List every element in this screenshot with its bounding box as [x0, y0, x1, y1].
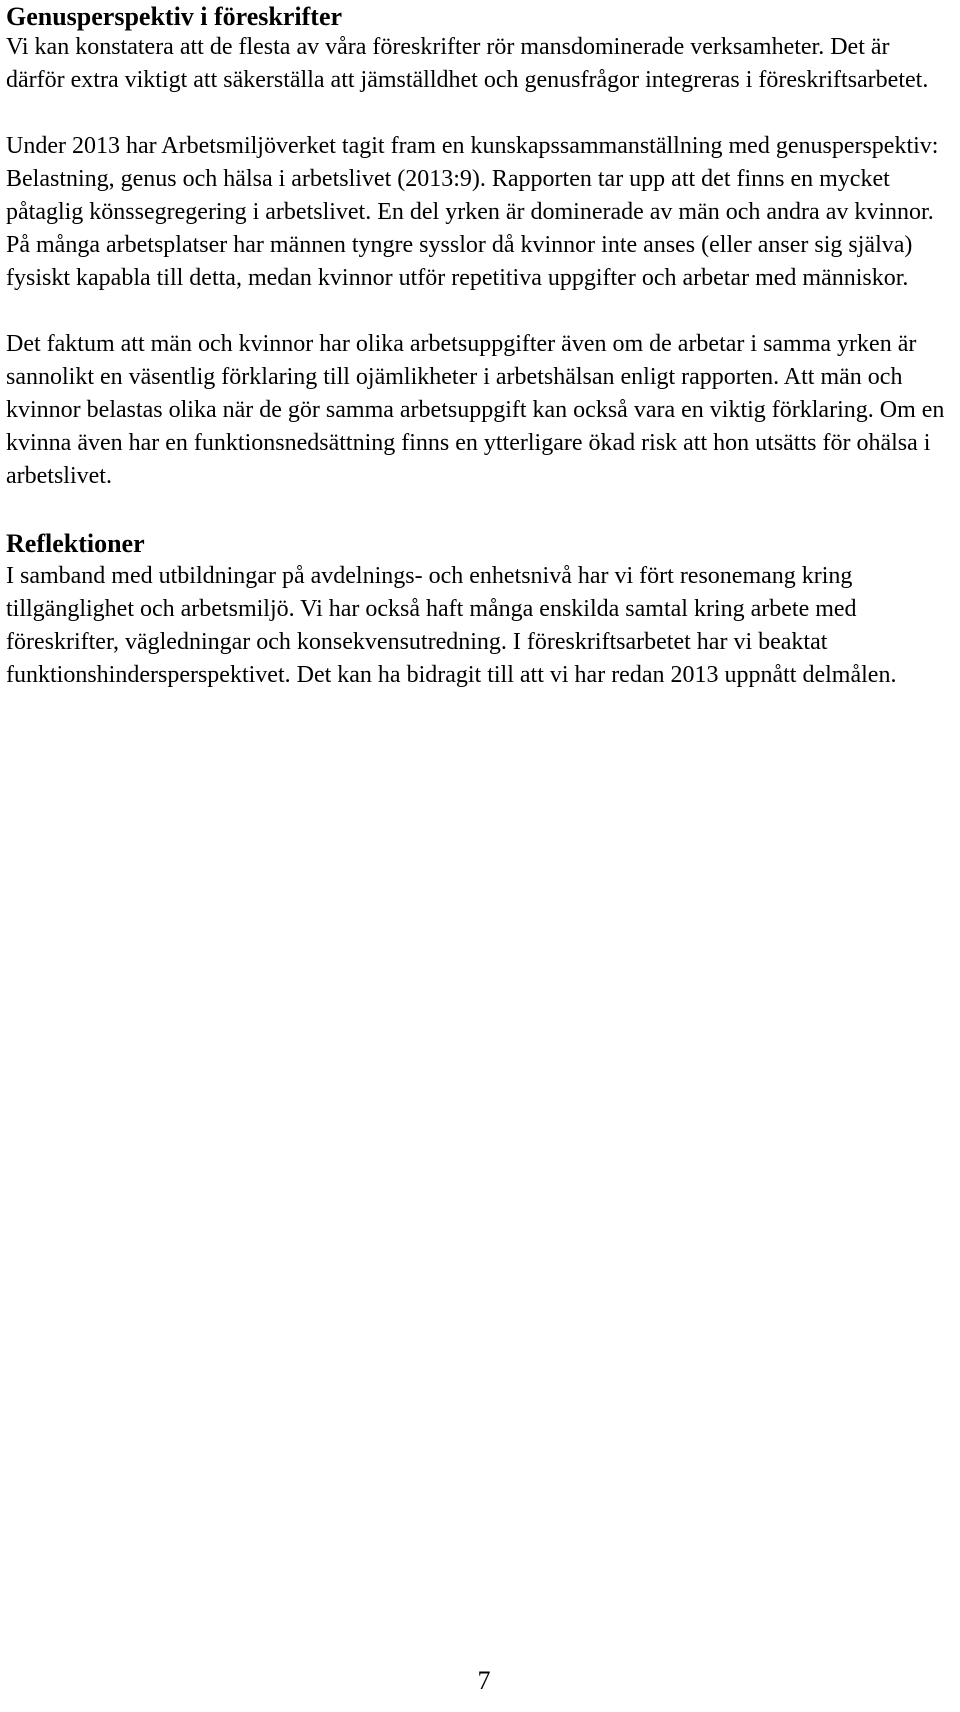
page-number: 7 — [477, 1666, 491, 1695]
paragraph-intro: Vi kan konstatera att de flesta av våra föreskrifter rör mansdominerade verksamheter. Det är därför extra viktigt att säkerställa att jämställdhet och genusfrågor integreras i föreskriftsarbetet. — [6, 34, 929, 93]
section-heading-genusperspektiv: Genusperspektiv i föreskrifter — [6, 2, 343, 31]
document-page — [6, 0, 950, 692]
section-heading-reflektioner: Reflektioner — [6, 529, 145, 558]
paragraph-report: Under 2013 har Arbetsmiljöverket tagit fram en kunskapssammanställning med genusperspektiv: Belastning, genus och hälsa i arbetslivet (2013:9). Rapporten tar upp att det finns en mycket påtaglig könssegregering i arbetslivet. En del yrken är dominerade av män och andra av kvinnor. På många arbetsplatser har männen tyngre sysslor då kvinnor inte anses (eller anser sig själva) fysiskt kapabla till detta, medan kvinnor utför repetitiva uppgifter och arbetar med människor. — [6, 133, 939, 291]
paragraph-reflections: I samband med utbildningar på avdelnings- och enhetsnivå har vi fört resonemang kring tillgänglighet och arbetsmiljö. Vi har också haft många enskilda samtal kring arbete med föreskrifter, vägledningar och konsekvensutredning. I föreskriftsarbetet har vi beaktat funktionshindersperspektivet. Det kan ha bidragit till att vi har redan 2013 uppnått delmålen. — [6, 563, 897, 688]
paragraph-explanation: Det faktum att män och kvinnor har olika arbetsuppgifter även om de arbetar i samma yrken är sannolikt en väsentlig förklaring till ojämlikheter i arbetshälsan enligt rapporten. Att män och kvinnor belastas olika när de gör samma arbetsuppgift kan också vara en viktig förklaring. Om en kvinna även har en funktionsnedsättning finns en ytterligare ökad risk att hon utsätts för ohälsa i arbetslivet. — [6, 331, 945, 489]
